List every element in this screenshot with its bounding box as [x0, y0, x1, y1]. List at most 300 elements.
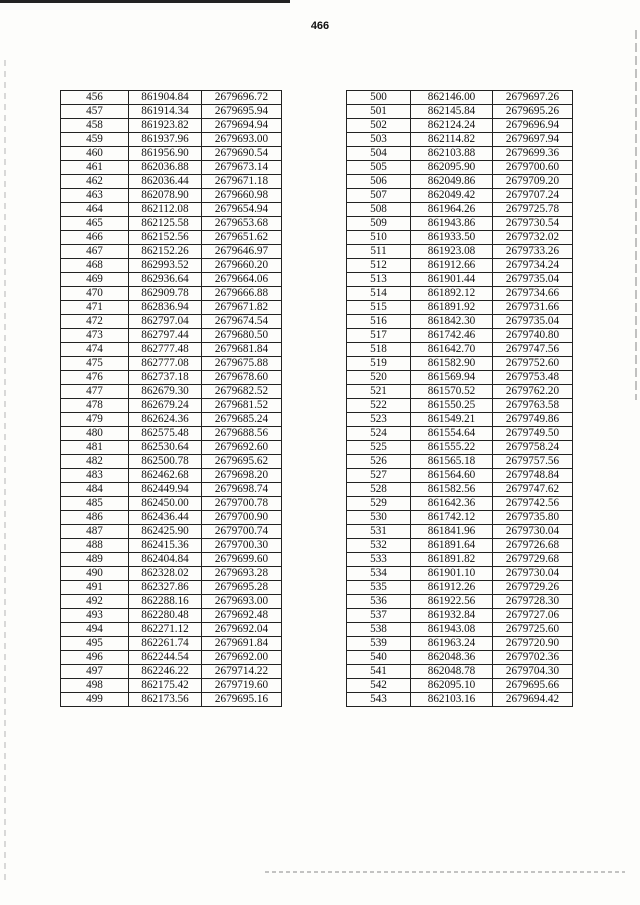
x-coordinate-cell: 862415.36 — [129, 539, 202, 553]
table-row — [61, 637, 282, 651]
table-row — [347, 679, 573, 693]
y-coordinate-cell: 2679646.97 — [202, 245, 282, 259]
x-coordinate-cell: 862036.44 — [129, 175, 202, 189]
x-coordinate-cell: 862048.36 — [411, 651, 493, 665]
table-row — [61, 259, 282, 273]
table-row — [61, 301, 282, 315]
table-row — [347, 525, 573, 539]
y-coordinate-cell: 2679671.18 — [202, 175, 282, 189]
x-coordinate-cell: 862103.16 — [411, 693, 493, 707]
table-row — [61, 469, 282, 483]
point-number-cell: 490 — [61, 567, 129, 581]
y-coordinate-cell: 2679699.36 — [493, 147, 573, 161]
point-number-cell: 531 — [347, 525, 411, 539]
y-coordinate-cell: 2679685.24 — [202, 413, 282, 427]
table-row — [61, 511, 282, 525]
x-coordinate-cell: 861742.46 — [411, 329, 493, 343]
y-coordinate-cell: 2679696.72 — [202, 91, 282, 105]
table-row — [347, 567, 573, 581]
point-number-cell: 489 — [61, 553, 129, 567]
table-row — [61, 273, 282, 287]
x-coordinate-cell: 862124.24 — [411, 119, 493, 133]
y-coordinate-cell: 2679693.28 — [202, 567, 282, 581]
x-coordinate-cell: 861642.70 — [411, 343, 493, 357]
y-coordinate-cell: 2679691.84 — [202, 637, 282, 651]
point-number-cell: 540 — [347, 651, 411, 665]
table-row — [347, 91, 573, 105]
y-coordinate-cell: 2679700.90 — [202, 511, 282, 525]
point-number-cell: 525 — [347, 441, 411, 455]
table-row — [61, 441, 282, 455]
table-row — [61, 693, 282, 707]
x-coordinate-cell: 861923.08 — [411, 245, 493, 259]
x-coordinate-cell: 861912.26 — [411, 581, 493, 595]
x-coordinate-cell: 862436.44 — [129, 511, 202, 525]
point-number-cell: 502 — [347, 119, 411, 133]
x-coordinate-cell: 862271.12 — [129, 623, 202, 637]
table-row — [347, 455, 573, 469]
point-number-cell: 461 — [61, 161, 129, 175]
y-coordinate-cell: 2679747.62 — [493, 483, 573, 497]
x-coordinate-cell: 862036.88 — [129, 161, 202, 175]
y-coordinate-cell: 2679695.28 — [202, 581, 282, 595]
y-coordinate-cell: 2679698.74 — [202, 483, 282, 497]
table-row — [347, 259, 573, 273]
point-number-cell: 513 — [347, 273, 411, 287]
point-number-cell: 516 — [347, 315, 411, 329]
x-coordinate-cell: 862777.08 — [129, 357, 202, 371]
table-row — [347, 343, 573, 357]
point-number-cell: 529 — [347, 497, 411, 511]
y-coordinate-cell: 2679758.24 — [493, 441, 573, 455]
point-number-cell: 503 — [347, 133, 411, 147]
point-number-cell: 481 — [61, 441, 129, 455]
x-coordinate-cell: 861963.24 — [411, 637, 493, 651]
point-number-cell: 510 — [347, 231, 411, 245]
table-row — [347, 427, 573, 441]
point-number-cell: 518 — [347, 343, 411, 357]
y-coordinate-cell: 2679753.48 — [493, 371, 573, 385]
y-coordinate-cell: 2679692.60 — [202, 441, 282, 455]
point-number-cell: 542 — [347, 679, 411, 693]
x-coordinate-cell: 861901.10 — [411, 567, 493, 581]
table-row — [61, 581, 282, 595]
point-number-cell: 476 — [61, 371, 129, 385]
y-coordinate-cell: 2679693.00 — [202, 133, 282, 147]
y-coordinate-cell: 2679660.20 — [202, 259, 282, 273]
y-coordinate-cell: 2679681.52 — [202, 399, 282, 413]
point-number-cell: 482 — [61, 455, 129, 469]
x-coordinate-cell: 861912.66 — [411, 259, 493, 273]
y-coordinate-cell: 2679682.52 — [202, 385, 282, 399]
x-coordinate-cell: 862500.78 — [129, 455, 202, 469]
x-coordinate-cell: 861564.60 — [411, 469, 493, 483]
x-coordinate-cell: 862103.88 — [411, 147, 493, 161]
x-coordinate-cell: 861582.56 — [411, 483, 493, 497]
x-coordinate-cell: 862425.90 — [129, 525, 202, 539]
table-row — [347, 301, 573, 315]
point-number-cell: 514 — [347, 287, 411, 301]
point-number-cell: 519 — [347, 357, 411, 371]
y-coordinate-cell: 2679726.68 — [493, 539, 573, 553]
table-row — [347, 119, 573, 133]
x-coordinate-cell: 862125.58 — [129, 217, 202, 231]
point-number-cell: 495 — [61, 637, 129, 651]
table-row — [61, 553, 282, 567]
point-number-cell: 511 — [347, 245, 411, 259]
x-coordinate-cell: 861932.84 — [411, 609, 493, 623]
table-row — [347, 287, 573, 301]
point-number-cell: 471 — [61, 301, 129, 315]
table-row — [61, 245, 282, 259]
scan-edge-left — [4, 60, 6, 880]
y-coordinate-cell: 2679725.60 — [493, 623, 573, 637]
y-coordinate-cell: 2679695.16 — [202, 693, 282, 707]
x-coordinate-cell: 862261.74 — [129, 637, 202, 651]
point-number-cell: 538 — [347, 623, 411, 637]
point-number-cell: 470 — [61, 287, 129, 301]
x-coordinate-cell: 861901.44 — [411, 273, 493, 287]
y-coordinate-cell: 2679729.26 — [493, 581, 573, 595]
x-coordinate-cell: 862404.84 — [129, 553, 202, 567]
table-row — [61, 329, 282, 343]
table-row — [347, 175, 573, 189]
point-number-cell: 480 — [61, 427, 129, 441]
y-coordinate-cell: 2679727.06 — [493, 609, 573, 623]
point-number-cell: 534 — [347, 567, 411, 581]
point-number-cell: 504 — [347, 147, 411, 161]
y-coordinate-cell: 2679735.04 — [493, 273, 573, 287]
point-number-cell: 456 — [61, 91, 129, 105]
x-coordinate-cell: 862048.78 — [411, 665, 493, 679]
point-number-cell: 498 — [61, 679, 129, 693]
point-number-cell: 499 — [61, 693, 129, 707]
x-coordinate-cell: 861891.64 — [411, 539, 493, 553]
y-coordinate-cell: 2679654.94 — [202, 203, 282, 217]
point-number-cell: 460 — [61, 147, 129, 161]
x-coordinate-cell: 862679.24 — [129, 399, 202, 413]
point-number-cell: 484 — [61, 483, 129, 497]
y-coordinate-cell: 2679704.30 — [493, 665, 573, 679]
x-coordinate-cell: 861570.52 — [411, 385, 493, 399]
point-number-cell: 479 — [61, 413, 129, 427]
y-coordinate-cell: 2679732.02 — [493, 231, 573, 245]
x-coordinate-cell: 861892.12 — [411, 287, 493, 301]
y-coordinate-cell: 2679719.60 — [202, 679, 282, 693]
y-coordinate-cell: 2679730.04 — [493, 525, 573, 539]
x-coordinate-cell: 861569.94 — [411, 371, 493, 385]
point-number-cell: 457 — [61, 105, 129, 119]
table-row — [347, 497, 573, 511]
y-coordinate-cell: 2679720.90 — [493, 637, 573, 651]
table-row — [347, 511, 573, 525]
table-row — [61, 119, 282, 133]
table-row — [347, 413, 573, 427]
point-number-cell: 533 — [347, 553, 411, 567]
point-number-cell: 524 — [347, 427, 411, 441]
table-row — [347, 623, 573, 637]
y-coordinate-cell: 2679747.56 — [493, 343, 573, 357]
point-number-cell: 526 — [347, 455, 411, 469]
table-row — [61, 651, 282, 665]
y-coordinate-cell: 2679697.26 — [493, 91, 573, 105]
point-number-cell: 496 — [61, 651, 129, 665]
x-coordinate-cell: 861922.56 — [411, 595, 493, 609]
point-number-cell: 464 — [61, 203, 129, 217]
table-row — [61, 343, 282, 357]
y-coordinate-cell: 2679740.80 — [493, 329, 573, 343]
x-coordinate-cell: 861891.92 — [411, 301, 493, 315]
table-row — [61, 413, 282, 427]
x-coordinate-cell: 862449.94 — [129, 483, 202, 497]
y-coordinate-cell: 2679728.30 — [493, 595, 573, 609]
table-row — [61, 203, 282, 217]
x-coordinate-cell: 862327.86 — [129, 581, 202, 595]
scan-edge-right — [635, 30, 637, 400]
y-coordinate-cell: 2679749.50 — [493, 427, 573, 441]
table-row — [347, 203, 573, 217]
point-number-cell: 467 — [61, 245, 129, 259]
x-coordinate-cell: 861937.96 — [129, 133, 202, 147]
table-row — [61, 357, 282, 371]
y-coordinate-cell: 2679651.62 — [202, 231, 282, 245]
point-number-cell: 521 — [347, 385, 411, 399]
table-row — [61, 161, 282, 175]
y-coordinate-cell: 2679692.48 — [202, 609, 282, 623]
x-coordinate-cell: 862797.04 — [129, 315, 202, 329]
y-coordinate-cell: 2679702.36 — [493, 651, 573, 665]
point-number-cell: 473 — [61, 329, 129, 343]
x-coordinate-cell: 861565.18 — [411, 455, 493, 469]
point-number-cell: 493 — [61, 609, 129, 623]
coordinates-table-left-body — [61, 91, 282, 707]
table-row — [347, 595, 573, 609]
y-coordinate-cell: 2679748.84 — [493, 469, 573, 483]
x-coordinate-cell: 862078.90 — [129, 189, 202, 203]
y-coordinate-cell: 2679696.94 — [493, 119, 573, 133]
y-coordinate-cell: 2679692.00 — [202, 651, 282, 665]
y-coordinate-cell: 2679695.66 — [493, 679, 573, 693]
x-coordinate-cell: 862462.68 — [129, 469, 202, 483]
x-coordinate-cell: 862737.18 — [129, 371, 202, 385]
x-coordinate-cell: 862175.42 — [129, 679, 202, 693]
header-rule — [0, 0, 290, 3]
coordinates-table-right — [346, 90, 573, 707]
table-row — [347, 553, 573, 567]
table-row — [347, 147, 573, 161]
point-number-cell: 491 — [61, 581, 129, 595]
point-number-cell: 472 — [61, 315, 129, 329]
x-coordinate-cell: 862450.00 — [129, 497, 202, 511]
point-number-cell: 468 — [61, 259, 129, 273]
y-coordinate-cell: 2679673.14 — [202, 161, 282, 175]
point-number-cell: 501 — [347, 105, 411, 119]
x-coordinate-cell: 862244.54 — [129, 651, 202, 665]
table-row — [61, 315, 282, 329]
x-coordinate-cell: 862246.22 — [129, 665, 202, 679]
x-coordinate-cell: 861742.12 — [411, 511, 493, 525]
x-coordinate-cell: 861841.96 — [411, 525, 493, 539]
table-row — [61, 105, 282, 119]
y-coordinate-cell: 2679752.60 — [493, 357, 573, 371]
x-coordinate-cell: 862624.36 — [129, 413, 202, 427]
table-row — [61, 385, 282, 399]
table-row — [61, 539, 282, 553]
x-coordinate-cell: 861956.90 — [129, 147, 202, 161]
table-row — [347, 441, 573, 455]
point-number-cell: 517 — [347, 329, 411, 343]
y-coordinate-cell: 2679695.26 — [493, 105, 573, 119]
y-coordinate-cell: 2679714.22 — [202, 665, 282, 679]
table-row — [61, 217, 282, 231]
table-row — [347, 665, 573, 679]
y-coordinate-cell: 2679729.68 — [493, 553, 573, 567]
x-coordinate-cell: 862777.48 — [129, 343, 202, 357]
table-row — [347, 105, 573, 119]
y-coordinate-cell: 2679693.00 — [202, 595, 282, 609]
x-coordinate-cell: 862328.02 — [129, 567, 202, 581]
table-row — [347, 539, 573, 553]
table-row — [61, 175, 282, 189]
table-row — [347, 357, 573, 371]
x-coordinate-cell: 861943.08 — [411, 623, 493, 637]
point-number-cell: 478 — [61, 399, 129, 413]
point-number-cell: 508 — [347, 203, 411, 217]
table-row — [347, 581, 573, 595]
y-coordinate-cell: 2679700.60 — [493, 161, 573, 175]
table-row — [61, 623, 282, 637]
y-coordinate-cell: 2679734.66 — [493, 287, 573, 301]
table-row — [61, 371, 282, 385]
y-coordinate-cell: 2679733.26 — [493, 245, 573, 259]
point-number-cell: 506 — [347, 175, 411, 189]
point-number-cell: 541 — [347, 665, 411, 679]
table-row — [347, 133, 573, 147]
point-number-cell: 535 — [347, 581, 411, 595]
x-coordinate-cell: 861550.25 — [411, 399, 493, 413]
x-coordinate-cell: 862679.30 — [129, 385, 202, 399]
point-number-cell: 530 — [347, 511, 411, 525]
table-row — [347, 315, 573, 329]
x-coordinate-cell: 862049.42 — [411, 189, 493, 203]
y-coordinate-cell: 2679700.78 — [202, 497, 282, 511]
point-number-cell: 497 — [61, 665, 129, 679]
y-coordinate-cell: 2679763.58 — [493, 399, 573, 413]
table-row — [347, 637, 573, 651]
table-row — [347, 189, 573, 203]
table-row — [61, 189, 282, 203]
point-number-cell: 512 — [347, 259, 411, 273]
table-row — [347, 329, 573, 343]
y-coordinate-cell: 2679653.68 — [202, 217, 282, 231]
x-coordinate-cell: 862095.10 — [411, 679, 493, 693]
y-coordinate-cell: 2679666.88 — [202, 287, 282, 301]
table-row — [61, 147, 282, 161]
point-number-cell: 494 — [61, 623, 129, 637]
table-row — [61, 497, 282, 511]
table-row — [347, 161, 573, 175]
table-row — [61, 483, 282, 497]
point-number-cell: 469 — [61, 273, 129, 287]
y-coordinate-cell: 2679757.56 — [493, 455, 573, 469]
x-coordinate-cell: 862152.26 — [129, 245, 202, 259]
x-coordinate-cell: 862993.52 — [129, 259, 202, 273]
x-coordinate-cell: 862797.44 — [129, 329, 202, 343]
y-coordinate-cell: 2679681.84 — [202, 343, 282, 357]
table-row — [61, 133, 282, 147]
coordinates-table-left — [60, 90, 282, 707]
x-coordinate-cell: 862836.94 — [129, 301, 202, 315]
point-number-cell: 465 — [61, 217, 129, 231]
x-coordinate-cell: 861964.26 — [411, 203, 493, 217]
point-number-cell: 487 — [61, 525, 129, 539]
x-coordinate-cell: 861555.22 — [411, 441, 493, 455]
point-number-cell: 458 — [61, 119, 129, 133]
table-row — [347, 651, 573, 665]
table-row — [347, 399, 573, 413]
table-row — [61, 399, 282, 413]
y-coordinate-cell: 2679735.80 — [493, 511, 573, 525]
y-coordinate-cell: 2679697.94 — [493, 133, 573, 147]
y-coordinate-cell: 2679694.42 — [493, 693, 573, 707]
point-number-cell: 520 — [347, 371, 411, 385]
x-coordinate-cell: 861549.21 — [411, 413, 493, 427]
point-number-cell: 532 — [347, 539, 411, 553]
point-number-cell: 462 — [61, 175, 129, 189]
x-coordinate-cell: 861582.90 — [411, 357, 493, 371]
x-coordinate-cell: 862049.86 — [411, 175, 493, 189]
y-coordinate-cell: 2679695.94 — [202, 105, 282, 119]
x-coordinate-cell: 862152.56 — [129, 231, 202, 245]
y-coordinate-cell: 2679698.20 — [202, 469, 282, 483]
point-number-cell: 486 — [61, 511, 129, 525]
x-coordinate-cell: 862936.64 — [129, 273, 202, 287]
x-coordinate-cell: 862575.48 — [129, 427, 202, 441]
table-row — [61, 91, 282, 105]
y-coordinate-cell: 2679671.82 — [202, 301, 282, 315]
y-coordinate-cell: 2679695.62 — [202, 455, 282, 469]
y-coordinate-cell: 2679660.98 — [202, 189, 282, 203]
table-row — [347, 693, 573, 707]
y-coordinate-cell: 2679688.56 — [202, 427, 282, 441]
coordinates-table-right-body — [347, 91, 573, 707]
point-number-cell: 523 — [347, 413, 411, 427]
table-row — [61, 665, 282, 679]
y-coordinate-cell: 2679690.54 — [202, 147, 282, 161]
point-number-cell: 466 — [61, 231, 129, 245]
x-coordinate-cell: 861904.84 — [129, 91, 202, 105]
y-coordinate-cell: 2679680.50 — [202, 329, 282, 343]
y-coordinate-cell: 2679735.04 — [493, 315, 573, 329]
y-coordinate-cell: 2679674.54 — [202, 315, 282, 329]
point-number-cell: 505 — [347, 161, 411, 175]
x-coordinate-cell: 861642.36 — [411, 497, 493, 511]
table-row — [347, 231, 573, 245]
y-coordinate-cell: 2679730.54 — [493, 217, 573, 231]
x-coordinate-cell: 862173.56 — [129, 693, 202, 707]
table-row — [347, 217, 573, 231]
point-number-cell: 528 — [347, 483, 411, 497]
x-coordinate-cell: 862145.84 — [411, 105, 493, 119]
point-number-cell: 459 — [61, 133, 129, 147]
x-coordinate-cell: 861891.82 — [411, 553, 493, 567]
table-row — [61, 609, 282, 623]
point-number-cell: 536 — [347, 595, 411, 609]
point-number-cell: 477 — [61, 385, 129, 399]
x-coordinate-cell: 861933.50 — [411, 231, 493, 245]
table-row — [347, 371, 573, 385]
page-number: 466 — [310, 20, 330, 32]
